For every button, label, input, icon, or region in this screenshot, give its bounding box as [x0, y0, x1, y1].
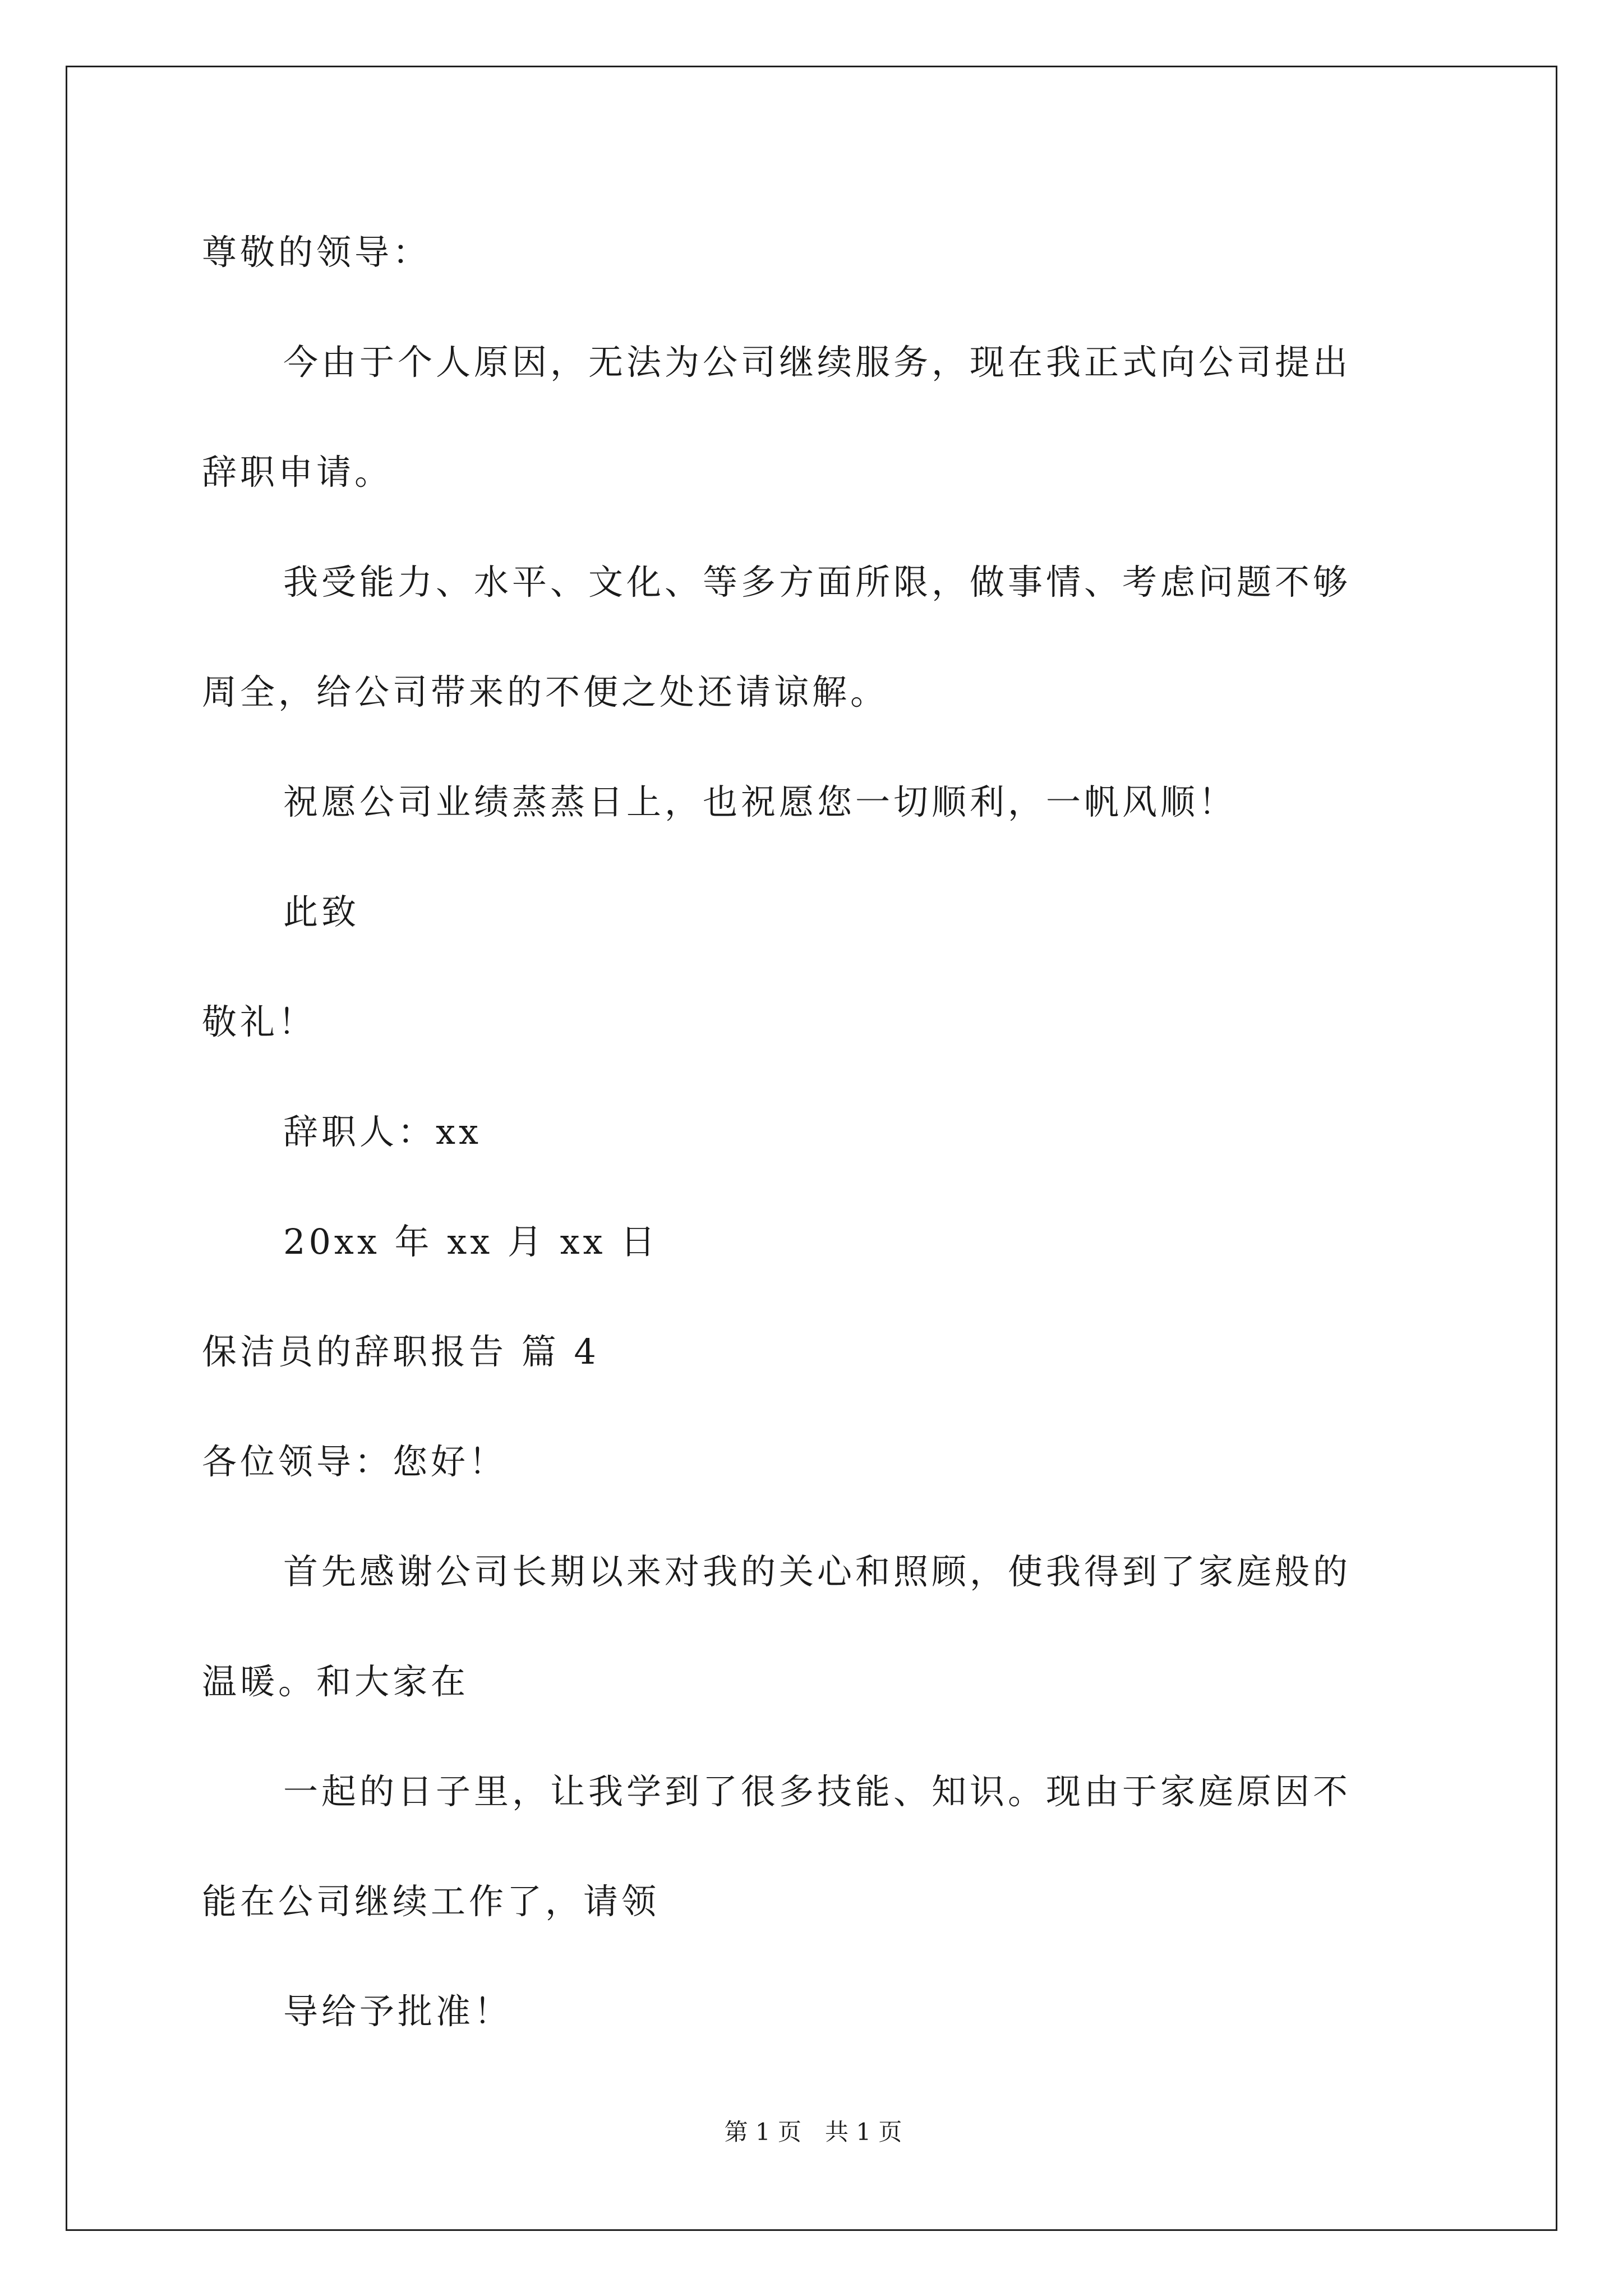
signature: 辞职人：xx	[283, 1111, 482, 1152]
section-heading: 保洁员的辞职报告 篇 4	[202, 1331, 600, 1372]
greeting: 各位领导：您好！	[202, 1441, 508, 1482]
body-paragraph-1-line-2: 辞职申请。	[202, 452, 393, 493]
body-paragraph-3: 祝愿公司业绩蒸蒸日上，也祝愿您一切顺利，一帆风顺！	[283, 781, 1237, 822]
body-paragraph-5-line-1: 一起的日子里，让我学到了很多技能、知识。现由于家庭原因不	[283, 1771, 1352, 1812]
closing-phrase: 此致	[283, 891, 360, 932]
body-paragraph-5-line-2: 能在公司继续工作了，请领	[202, 1881, 660, 1922]
body-paragraph-2-line-2: 周全，给公司带来的不便之处还请谅解。	[202, 671, 889, 712]
closing-salute: 敬礼！	[202, 1001, 317, 1042]
body-paragraph-4-line-1: 首先感谢公司长期以来对我的关心和照顾，使我得到了家庭般的	[283, 1551, 1352, 1592]
body-paragraph-4-line-2: 温暖。和大家在	[202, 1661, 469, 1702]
body-paragraph-2-line-1: 我受能力、水平、文化、等多方面所限，做事情、考虑问题不够	[283, 562, 1352, 602]
salutation: 尊敬的领导：	[202, 232, 431, 273]
page-footer: 第 1 页 共 1 页	[724, 2118, 902, 2146]
body-paragraph-1-line-1: 今由于个人原因，无法为公司继续服务，现在我正式向公司提出	[283, 342, 1352, 383]
body-paragraph-6: 导给予批准！	[283, 1991, 513, 2032]
date-line: 20xx 年 xx 月 xx 日	[283, 1221, 659, 1262]
page-frame	[66, 66, 1557, 2231]
